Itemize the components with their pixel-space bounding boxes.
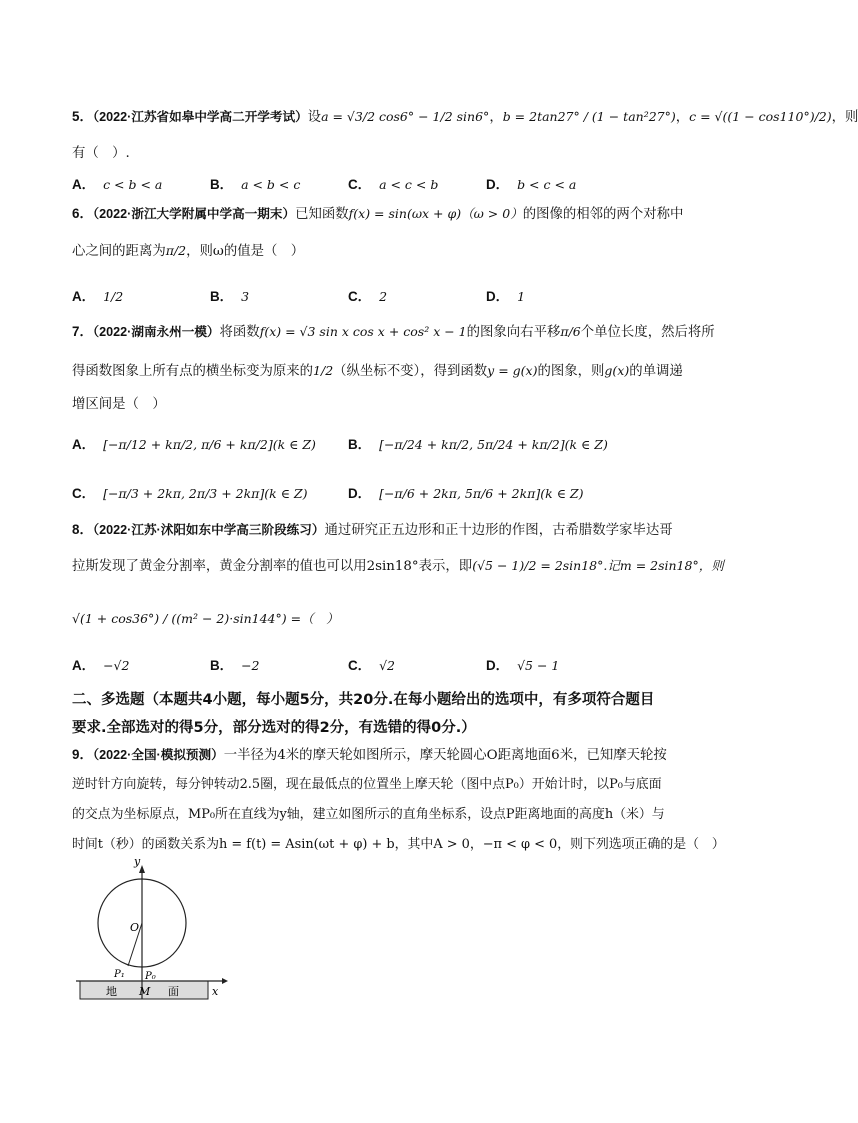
- q5-line1: 5．（2022·江苏省如皋中学高二开学考试）设a = √3/2 cos6° − 1/2 sin6°，b = 2tan27° / (1 − tan²27°)，c = √((1 − cos110°)/2)，则: [72, 109, 858, 125]
- q7-line3: [72, 396, 166, 414]
- q8-choice-a[interactable]: [72, 655, 129, 674]
- q8-text: 通过研究正五边形和正十边形的作图，古希腊数学家毕达哥: [324, 523, 673, 538]
- choice-text: [−π/24 + kπ/2, 5π/24 + kπ/2](k ∈ Z): [379, 437, 608, 452]
- q6-line2: [72, 242, 304, 261]
- q7-choice-a[interactable]: [72, 434, 316, 453]
- ground-label-2: 面: [168, 985, 179, 998]
- choice-text: [−π/6 + 2kπ, 5π/6 + 2kπ](k ∈ Z): [379, 486, 584, 501]
- q5-continuation: 有（ ）.: [72, 146, 130, 161]
- choice-label: D．: [348, 486, 372, 501]
- q8-golden-ratio: (√5 − 1)/2 = 2sin18°: [472, 558, 604, 573]
- p1-label: P₁: [114, 969, 125, 980]
- q7-line2: [72, 362, 683, 381]
- choice-text: 1/2: [103, 289, 124, 304]
- q7-function: f(x) = √3 sin x cos x + cos² x − 1: [259, 324, 467, 339]
- q7-text-2: 的图象向右平移: [466, 325, 561, 340]
- choice-text: b < c < a: [517, 177, 577, 192]
- q9-line2: [72, 776, 662, 794]
- choice-text: c < b < a: [103, 177, 163, 192]
- q7-text-3: 个单位长度，然后将所: [580, 325, 715, 340]
- choice-text: √5 − 1: [517, 658, 560, 673]
- q9-line2-text: 逆时针方向旋转，每分钟转动2.5圈，现在最低点的位置坐上摩天轮（图中点P₀）开始计时，以P₀与底面: [72, 777, 662, 792]
- choice-label: A．: [72, 289, 96, 304]
- choice-text: a < c < b: [379, 177, 439, 192]
- q6-line2-end: ，则ω的值是（ ）: [186, 244, 305, 259]
- q6-choice-c[interactable]: [348, 286, 387, 305]
- q9-line4-text: 时间t（秒）的函数关系为h = f(t) = Asin(ωt + φ) + b，其中A > 0，−π < φ < 0，则下列选项正确的是（ ）: [72, 837, 725, 852]
- choice-label: B．: [210, 289, 234, 304]
- choice-text: 1: [517, 289, 526, 304]
- choice-label: C．: [348, 658, 372, 673]
- q6-line1: [72, 205, 683, 224]
- q5-choice-d[interactable]: [486, 174, 576, 193]
- choice-text: a < b < c: [241, 177, 301, 192]
- q7-source: （2022·湖南永州一模）: [92, 325, 220, 339]
- q5-choice-b[interactable]: [210, 174, 300, 193]
- choice-label: A．: [72, 437, 96, 452]
- choice-text: √2: [379, 658, 395, 673]
- q5-c-expression: c = √((1 − cos110°)/2): [689, 109, 832, 124]
- choice-label: C．: [72, 486, 96, 501]
- choice-label: A．: [72, 658, 96, 673]
- q7-g-function: y = g(x): [487, 363, 538, 378]
- q5-line2: [72, 145, 130, 163]
- choice-label: C．: [348, 177, 372, 192]
- x-axis-arrow: [222, 978, 228, 984]
- q6-choice-a[interactable]: [72, 286, 123, 305]
- q6-choice-b[interactable]: [210, 286, 249, 305]
- q6-text: 已知函数: [295, 207, 349, 222]
- q6-pi-half: π/2: [165, 243, 187, 258]
- q7-number: 7．: [72, 324, 93, 339]
- choice-text: [−π/12 + kπ/2, π/6 + kπ/2](k ∈ Z): [103, 437, 316, 452]
- ferris-wheel-figure: [72, 855, 232, 1019]
- q7-line1: [72, 323, 715, 342]
- choice-label: C．: [348, 289, 372, 304]
- q6-line2-text: 心之间的距离为: [72, 244, 166, 259]
- q6-source: （2022·浙江大学附属中学高一期末）: [92, 207, 296, 221]
- q5-choice-c[interactable]: [348, 174, 438, 193]
- q5-number: 5．: [72, 109, 93, 124]
- q7-text: 将函数: [219, 325, 260, 340]
- section-multi-choice-header-2: 要求.全部选对的得5分，部分选对的得2分，有选错的得0分.）: [72, 720, 476, 736]
- choice-text: 2: [379, 289, 388, 304]
- m-label: M: [139, 985, 151, 998]
- q9-text: 一半径为4米的摩天轮如图所示，摩天轮圆心O距离地面6米，已知摩天轮按: [223, 748, 667, 763]
- q9-line3-text: 的交点为坐标原点，MP₀所在直线为y轴，建立如图所示的直角坐标系，设点P距离地面的高度h（米）与: [72, 807, 665, 822]
- q8-expression: √(1 + cos36°) / ((m² − 2)·sin144°) =（ ）: [72, 611, 339, 626]
- q5-text: 设: [307, 110, 322, 125]
- q7-line2-text: 得函数图象上所有点的横坐标变为原来的: [72, 364, 314, 379]
- q8-line2-end: .记m = 2sin18°，则: [603, 558, 724, 573]
- q9-line1: [72, 746, 667, 765]
- q8-line1: [72, 521, 673, 540]
- choice-label: D．: [486, 289, 510, 304]
- choice-text: −2: [241, 658, 260, 673]
- q5-source: （2022·江苏省如皋中学高二开学考试）: [92, 110, 308, 124]
- q5-a-expression: a = √3/2 cos6° − 1/2 sin6°: [321, 109, 490, 124]
- q7-choice-d[interactable]: [348, 483, 584, 502]
- q7-line3-text: 增区间是（ ）: [72, 397, 166, 412]
- q7-choice-c[interactable]: [72, 483, 308, 502]
- q8-number: 8．: [72, 522, 93, 537]
- section-multi-choice-header: 二、多选题（本题共4小题，每小题5分，共20分.在每小题给出的选项中，有多项符合题目: [72, 692, 655, 708]
- q7-half: 1/2: [313, 363, 334, 378]
- choice-label: D．: [486, 177, 510, 192]
- q8-line3: [72, 610, 339, 629]
- ferris-wheel-diagram: [72, 855, 232, 1015]
- q5-text-end: ，则: [831, 110, 858, 125]
- x-label: x: [212, 985, 219, 998]
- choice-text: 3: [241, 289, 250, 304]
- choice-label: D．: [486, 658, 510, 673]
- ground-label-1: 地: [106, 985, 117, 998]
- q7-shift: π/6: [560, 324, 581, 339]
- q8-choice-c[interactable]: [348, 655, 395, 674]
- q7-line2-text-3: 的图象，则: [537, 364, 605, 379]
- choice-text: [−π/3 + 2kπ, 2π/3 + 2kπ](k ∈ Z): [103, 486, 308, 501]
- choice-text: −√2: [103, 658, 130, 673]
- q6-choice-d[interactable]: [486, 286, 525, 305]
- p0-label: P₀: [145, 971, 156, 982]
- q7-choice-b[interactable]: [348, 434, 608, 453]
- choice-label: B．: [348, 437, 372, 452]
- q6-number: 6．: [72, 206, 93, 221]
- q7-line2-text-4: 的单调递: [629, 364, 683, 379]
- choice-label: B．: [210, 177, 234, 192]
- y-label: y: [134, 855, 141, 868]
- q7-line2-text-2: （纵坐标不变），得到函数: [333, 364, 488, 379]
- choice-label: A．: [72, 177, 96, 192]
- q9-line3: [72, 806, 665, 824]
- q6-function: f(x) = sin(ωx + φ)（ω > 0）: [348, 206, 523, 221]
- choice-label: B．: [210, 658, 234, 673]
- q9-source: （2022·全国·模拟预测）: [92, 748, 224, 762]
- q5-choice-a[interactable]: [72, 174, 162, 193]
- q6-text-2: 的图像的相邻的两个对称中: [522, 207, 684, 222]
- q8-line2: [72, 557, 724, 576]
- q8-choice-d[interactable]: [486, 655, 559, 674]
- q9-number: 9．: [72, 747, 93, 762]
- q8-source: （2022·江苏·沭阳如东中学高三阶段练习）: [92, 523, 325, 537]
- q7-gx: g(x): [604, 363, 630, 378]
- center-o-label: O: [130, 921, 140, 934]
- q9-line4: [72, 836, 725, 854]
- q8-line2-text: 拉斯发现了黄金分割率，黄金分割率的值也可以用2sin18°表示，即: [72, 559, 473, 574]
- q5-b-expression: b = 2tan27° / (1 − tan²27°): [502, 109, 676, 124]
- q8-choice-b[interactable]: [210, 655, 260, 674]
